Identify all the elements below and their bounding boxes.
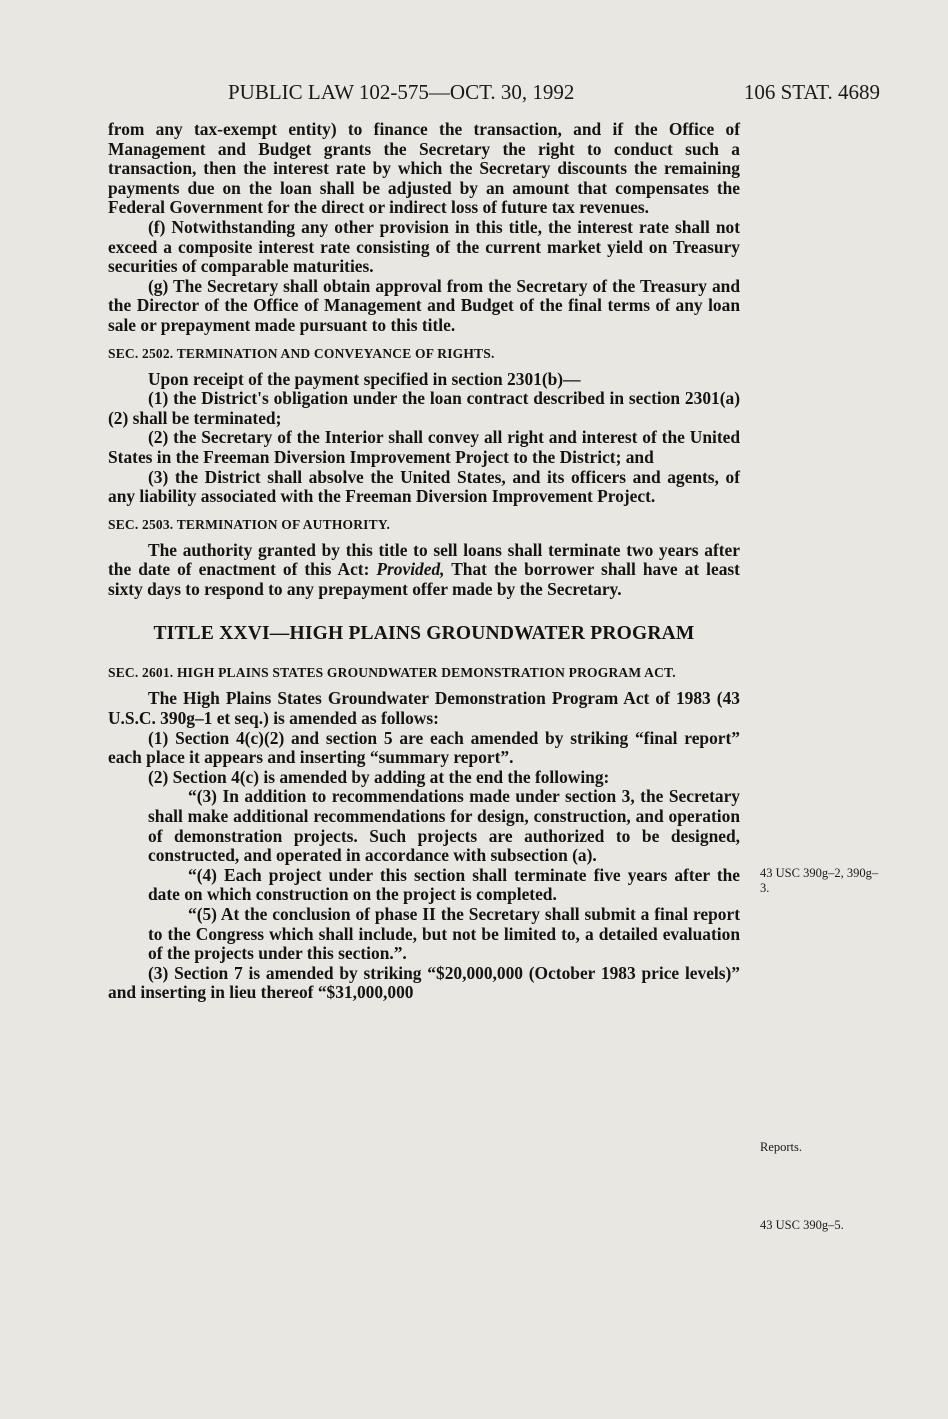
list-item: (3) Section 7 is amended by striking “$20,000,000 (October 1983 price levels)” and inserting in lieu thereof “$31,000,000 <box>108 962 740 1003</box>
paragraph-text: The authority granted by this title to sell loans shall terminate two years after the date of enactment of this Act: <box>108 539 740 580</box>
list-item: (1) Section 4(c)(2) and section 5 are each amended by striking “final report” each place it appears and inserting “summary report”. <box>108 727 740 768</box>
list-item: (2) Section 4(c) is amended by adding at the end the following: <box>148 766 610 787</box>
paragraph: (f) Notwithstanding any other provision in this title, the interest rate shall not exceed a composite interest rate consisting of the current market yield on Treasury securities of comparable maturities. <box>108 216 740 277</box>
paragraph: (g) The Secretary shall obtain approval from the Secretary of the Treasury and the Director of the Office of Management and Budget of the final terms of any loan sale or prepayment made pursuant to this title. <box>108 275 740 335</box>
page-header <box>120 80 880 110</box>
paragraph <box>108 541 740 600</box>
paragraph: The High Plains States Groundwater Demonstration Program Act of 1983 (43 U.S.C. 390g–1 et seq.) is amended as follows: <box>108 688 740 729</box>
quoted-text <box>108 787 740 963</box>
proviso-term: Provided, <box>376 559 445 580</box>
quoted-paragraph: “(4) Each project under this section shall terminate five years after the date on which construction on the project is completed. <box>148 864 740 905</box>
quoted-paragraph: “(5) At the conclusion of phase II the Secretary shall submit a final report to the Congress which shall include, but not be limited to, a detailed evaluation of the projects under this section.”. <box>148 904 740 964</box>
title-heading: TITLE XXVI—HIGH PLAINS GROUNDWATER PROGRAM <box>153 623 695 645</box>
paragraph-text: That the borrower shall have at least sixty days to respond to any prepayment offer made by the Secretary. <box>108 559 740 599</box>
list-item: (1) the District's obligation under the loan contract described in section 2301(a)(2) shall be terminated; <box>108 388 740 428</box>
quoted-paragraph: “(3) In addition to recommendations made under section 3, the Secretary shall make additional recommendations for design, construction, and operation of demonstration projects. Such projects are authorized to be designed, constructed, and operated in accordance with subsection (a). <box>148 786 740 866</box>
paragraph: Upon receipt of the payment specified in section 2301(b)— <box>148 368 581 389</box>
margin-note-usc-390g-2: 43 USC 390g–2, 390g–3. <box>760 866 879 895</box>
list-item: (3) the District shall absolve the United States, and its officers and agents, of any liability associated with the Freeman Diversion Improvement Project. <box>108 466 740 507</box>
margin-note-usc-390g-5: 43 USC 390g–5. <box>760 1218 844 1232</box>
header-law-citation: PUBLIC LAW 102-575—OCT. 30, 1992 <box>228 80 575 104</box>
paragraph: from any tax-exempt entity) to finance the transaction, and if the Office of Management and Budget grants the Secretary the right to conduct such a transaction, then the interest rate by which the Secretary discounts the remaining payments due on the loan shall be adjusted by an amount that compensates the Federal Government for the direct or indirect loss of future tax revenues. <box>108 119 740 218</box>
body-text <box>108 120 740 1003</box>
section-heading-2502: SEC. 2502. TERMINATION AND CONVEYANCE OF RIGHTS. <box>108 345 495 361</box>
margin-note-reports: Reports. <box>760 1140 803 1154</box>
list-item: (2) the Secretary of the Interior shall convey all right and interest of the United States in the Freeman Diversion Improvement Project to the District; and <box>108 427 740 467</box>
header-stat-page: 106 STAT. 4689 <box>743 80 880 104</box>
section-heading-2503: SEC. 2503. TERMINATION OF AUTHORITY. <box>108 516 391 532</box>
section-heading-2601: SEC. 2601. HIGH PLAINS STATES GROUNDWATER DEMONSTRATION PROGRAM ACT. <box>108 665 676 681</box>
